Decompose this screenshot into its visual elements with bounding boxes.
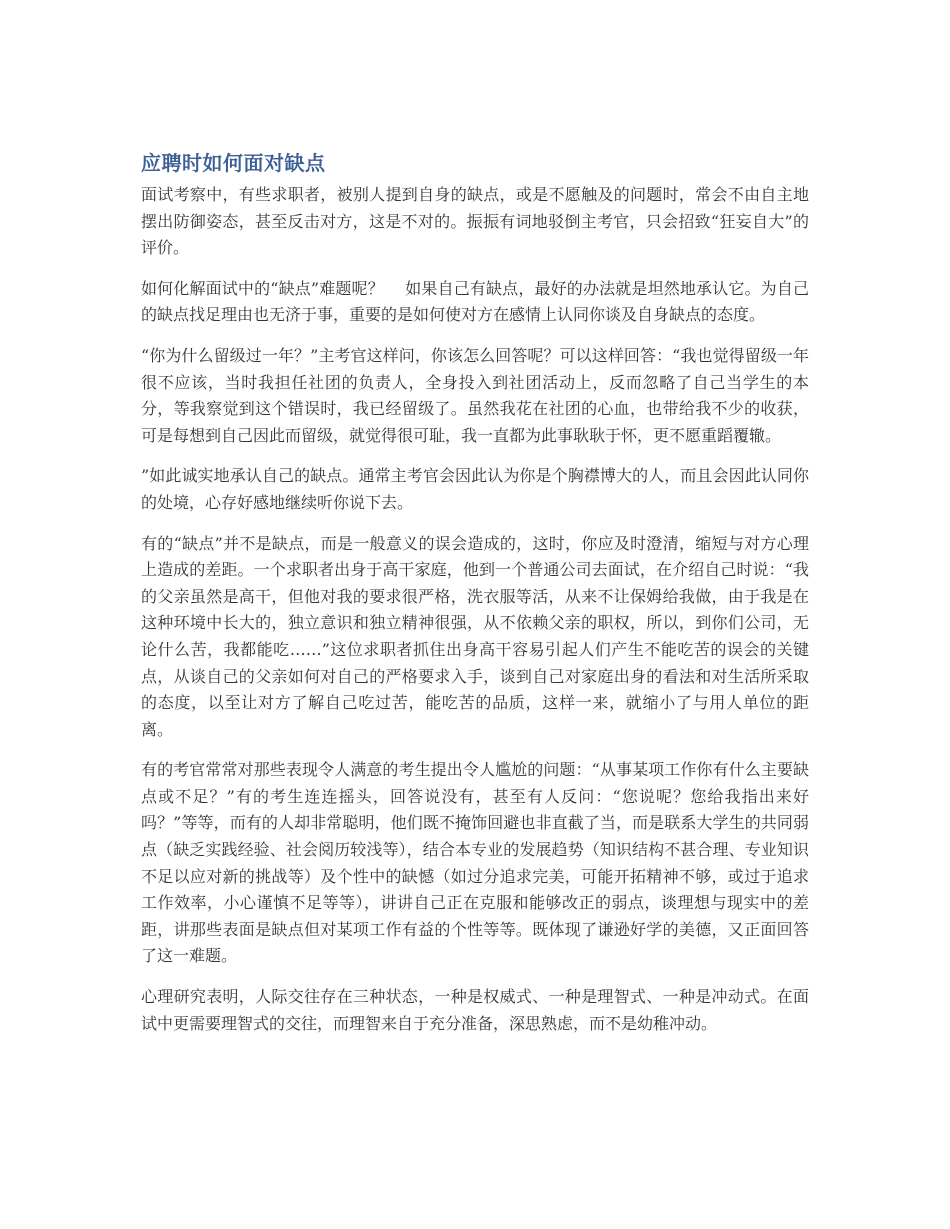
paragraph-6: 有的考官常常对那些表现令人满意的考生提出令人尴尬的问题：“从事某项工作你有什么主要缺点或不足？”有的考生连连摇头，回答说没有，甚至有人反问：“您说呢？您给我指出来好吗？”等等，而有的人却非常聪明，他们既不掩饰回避也非直截了当，而是联系大学生的共同弱点（缺乏实践经验、社会阅历较浅等），结合本专业的发展趋势（知识结构不甚合理、专业知识不足以应对新的挑战等）及个性中的缺憾（如过分追求完美，可能开拓精神不够，或过于追求工作效率，小心谨慎不足等等），讲讲自己正在克服和能够改正的弱点，谈理想与现实中的差距，讲那些表面是缺点但对某项工作有益的个性等等。既体现了谦逊好学的美德，又正面回答了这一难题。 <box>141 760 809 966</box>
document-page <box>141 148 809 1051</box>
paragraph-5: 有的“缺点”并不是缺点，而是一般意义的误会造成的，这时，你应及时澄清，缩短与对方心理上造成的差距。一个求职者出身于高干家庭，他到一个普通公司去面试，在介绍自己时说：“我的父亲虽然是高干，但他对我的要求很严格，洗衣服等活，从来不让保姆给我做，由于我是在这种环境中长大的，独立意识和独立精神很强，从不依赖父亲的职权，所以，到你们公司，无论什么苦，我都能吃……”这位求职者抓住出身高干容易引起人们产生不能吃苦的误会的关键点，从谈自己的父亲如何对自己的严格要求入手，谈到自己对家庭出身的看法和对生活所采取的态度，以至让对方了解自己吃过苦，能吃苦的品质，这样一来，就缩小了与用人单位的距离。 <box>141 533 809 739</box>
paragraph-3: “你为什么留级过一年？”主考官这样问，你该怎么回答呢？可以这样回答：“我也觉得留级一年很不应该，当时我担任社团的负责人，全身投入到社团活动上，反而忽略了自己当学生的本分，等我察觉到这个错误时，我已经留级了。虽然我花在社团的心血，也带给我不少的收获，可是每想到自己因此而留级，就觉得很可耻，我一直都为此事耿耿于怀，更不愿重蹈覆辙。 <box>141 345 809 445</box>
paragraph-7: 心理研究表明，人际交往存在三种状态，一种是权威式、一种是理智式、一种是冲动式。在面试中更需要理智式的交往，而理智来自于充分准备，深思熟虑，而不是幼稚冲动。 <box>141 987 809 1033</box>
paragraph-1: 面试考察中，有些求职者，被别人提到自身的缺点，或是不愿触及的问题时，常会不由自主地摆出防御姿态，甚至反击对方，这是不对的。振振有词地驳倒主考官，只会招致“狂妄自大”的评价。 <box>141 185 809 258</box>
paragraph-4: ”如此诚实地承认自己的缺点。通常主考官会因此认为你是个胸襟博大的人，而且会因此认同你的处境，心存好感地继续听你说下去。 <box>141 466 809 512</box>
paragraph-2: 如何化解面试中的“缺点”难题呢？ 如果自己有缺点，最好的办法就是坦然地承认它。为自己的缺点找足理由也无济于事，重要的是如何使对方在感情上认同你谈及自身缺点的态度。 <box>141 278 809 325</box>
document-title: 应聘时如何面对缺点 <box>141 151 326 175</box>
